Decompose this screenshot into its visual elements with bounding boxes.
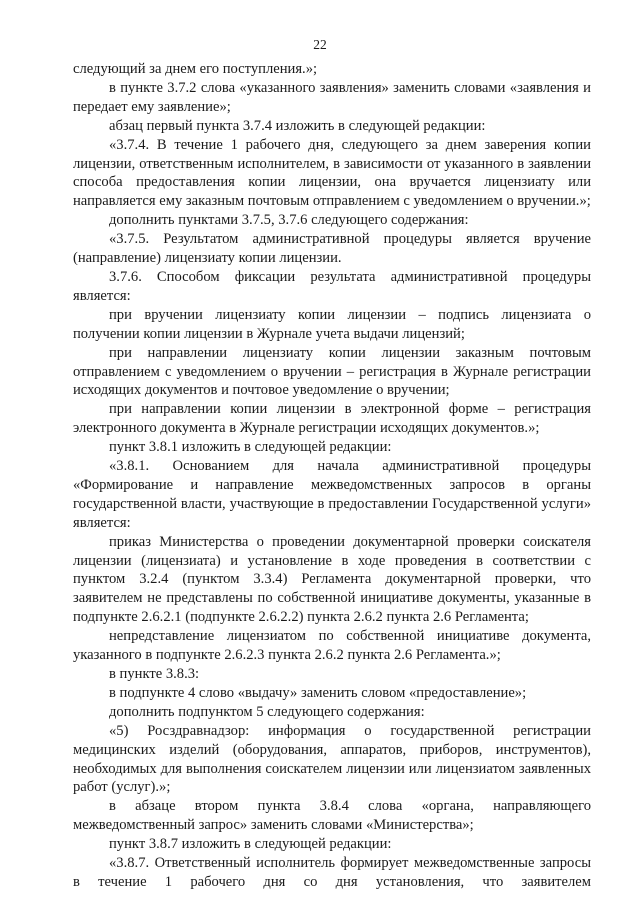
paragraph: «3.7.5. Результатом административной процедуры является вручение (направление) лицензиату копии лицензии. bbox=[73, 231, 591, 267]
paragraph: пункт 3.8.7 изложить в следующей редакции: bbox=[109, 836, 392, 853]
paragraph: «3.8.7. Ответственный исполнитель формирует межведомственные запросы в течение 1 рабочего дня со дня установления, что заявителем bbox=[73, 855, 591, 890]
document-body bbox=[73, 60, 591, 892]
paragraph: «3.8.1. Основанием для начала административной процедуры «Формирование и направление межведомственных запросов в органы государственной власти, участвующие в предоставлении Государственной услуги» является: bbox=[73, 458, 591, 531]
paragraph: дополнить пунктами 3.7.5, 3.7.6 следующего содержания: bbox=[109, 212, 469, 229]
paragraph: при вручении лицензиату копии лицензии – подпись лицензиата о получении копии лицензии в Журнале учета выдачи лицензий; bbox=[73, 306, 591, 342]
paragraph: непредставление лицензиатом по собственной инициативе документа, указанного в подпункте 2.6.2.3 пункта 2.6.2 пункта 2.6 Регламента.»; bbox=[73, 628, 591, 664]
paragraph: следующий за днем его поступления.»; bbox=[73, 61, 318, 77]
paragraph: абзац первый пункта 3.7.4 изложить в следующей редакции: bbox=[109, 117, 486, 134]
paragraph: дополнить подпунктом 5 следующего содержания: bbox=[109, 703, 425, 720]
paragraph: в пункте 3.8.3: bbox=[109, 666, 200, 682]
paragraph: в абзаце втором пункта 3.8.4 слова «органа, направляющего межведомственный запрос» заменить словами «Министерства»; bbox=[73, 798, 591, 834]
paragraph: «5) Росздравнадзор: информация о государственной регистрации медицинских изделий (оборудования, аппаратов, приборов, инструментов), необходимых для выполнения соискателем лицензии или лицензиатом заявленных работ (услуг).»; bbox=[73, 722, 591, 796]
paragraph: «3.7.4. В течение 1 рабочего дня, следующего за днем заверения копии лицензии, ответственным исполнителем, в зависимости от указанного в заявлении способа предоставления копии лицензии, она вручается лицензиату или направляется ему заказным почтовым отправлением с уведомлением о вручении.»; bbox=[73, 136, 591, 210]
page-number: 22 bbox=[313, 37, 327, 52]
paragraph: при направлении копии лицензии в электронной форме – регистрация электронного документа в Журнале регистрации исходящих документов.»; bbox=[73, 401, 591, 437]
paragraph: 3.7.6. Способом фиксации результата административной процедуры является: bbox=[73, 268, 591, 304]
paragraph: в пункте 3.7.2 слова «указанного заявления» заменить словами «заявления и передает ему заявление»; bbox=[73, 79, 591, 115]
paragraph: приказ Министерства о проведении документарной проверки соискателя лицензии (лицензиата) и установление в ходе проведения в соответствии с пунктом 3.2.4 (пунктом 3.3.4) Регламента документарной проверки, что заявителем не представлены по собственной инициативе документы, указанные в подпункте 2.6.2.1 (подпункте 2.6.2.2) пункта 2.6.2 пункта 2.6 Регламента; bbox=[73, 533, 591, 626]
paragraph: при направлении лицензиату копии лицензии заказным почтовым отправлением с уведомлением о вручении – регистрация в Журнале регистрации исходящих документов и почтовое уведомление о вручении; bbox=[73, 344, 591, 399]
paragraph: в подпункте 4 слово «выдачу» заменить словом «предоставление»; bbox=[109, 684, 527, 701]
paragraph: пункт 3.8.1 изложить в следующей редакции: bbox=[109, 439, 392, 456]
